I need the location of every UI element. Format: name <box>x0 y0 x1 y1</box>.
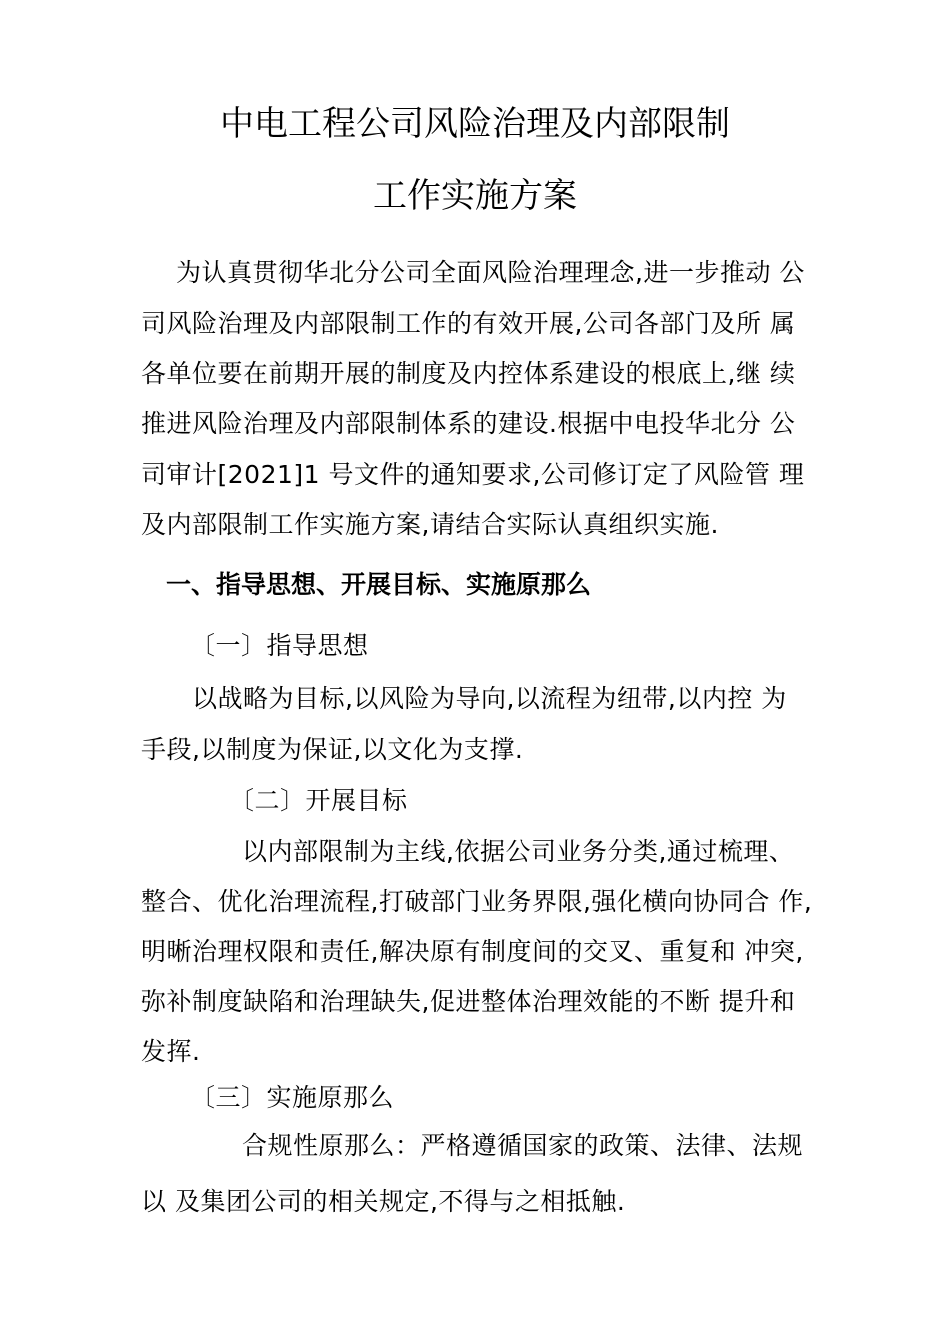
subsection-2-line-4: 弥补制度缺陷和治理缺失,促进整体治理效能的不断 提升和 <box>141 987 796 1016</box>
intro-line-5: 司审计[2021]1 号文件的通知要求,公司修订定了风险管 理 <box>141 460 805 489</box>
subsection-2-line-2: 整合、优化治理流程,打破部门业务界限,强化横向协同合 作, <box>141 887 813 916</box>
subsection-2-line-3: 明晰治理权限和责任,解决原有制度间的交叉、重复和 冲突, <box>141 937 804 966</box>
subsection-1-heading: 〔一〕指导思想 <box>190 631 369 660</box>
subsection-3-line-2: 以 及集团公司的相关规定,不得与之相抵触. <box>141 1187 626 1216</box>
intro-line-4: 推进风险治理及内部限制体系的建设.根据中电投华北分 公 <box>141 409 796 438</box>
subsection-1-line-1: 以战略为目标,以风险为导向,以流程为纽带,以内控 为 <box>192 684 787 713</box>
document-title-line-2: 工作实施方案 <box>373 176 577 216</box>
subsection-2-heading: 〔二〕开展目标 <box>229 786 408 815</box>
document-title-line-1: 中电工程公司风险治理及内部限制 <box>220 104 730 144</box>
subsection-2-line-1: 以内部限制为主线,依据公司业务分类,通过梳理、 <box>242 837 795 866</box>
subsection-3-heading: 〔三〕实施原那么 <box>190 1083 395 1112</box>
subsection-3-line-1: 合规性原那么：严格遵循国家的政策、法律、法规 <box>242 1131 804 1160</box>
subsection-2-line-5: 发挥. <box>141 1037 201 1066</box>
intro-line-1: 为认真贯彻华北分公司全面风险治理理念,进一步推动 公 <box>176 258 805 287</box>
subsection-1-line-2: 手段,以制度为保证,以文化为支撑. <box>141 735 524 764</box>
intro-line-3: 各单位要在前期开展的制度及内控体系建设的根底上,继 续 <box>141 359 796 388</box>
intro-line-6: 及内部限制工作实施方案,请结合实际认真组织实施. <box>141 510 719 539</box>
section-1-heading: 一、指导思想、开展目标、实施原那么 <box>166 570 592 599</box>
intro-line-2: 司风险治理及内部限制工作的有效开展,公司各部门及所 属 <box>141 309 796 338</box>
